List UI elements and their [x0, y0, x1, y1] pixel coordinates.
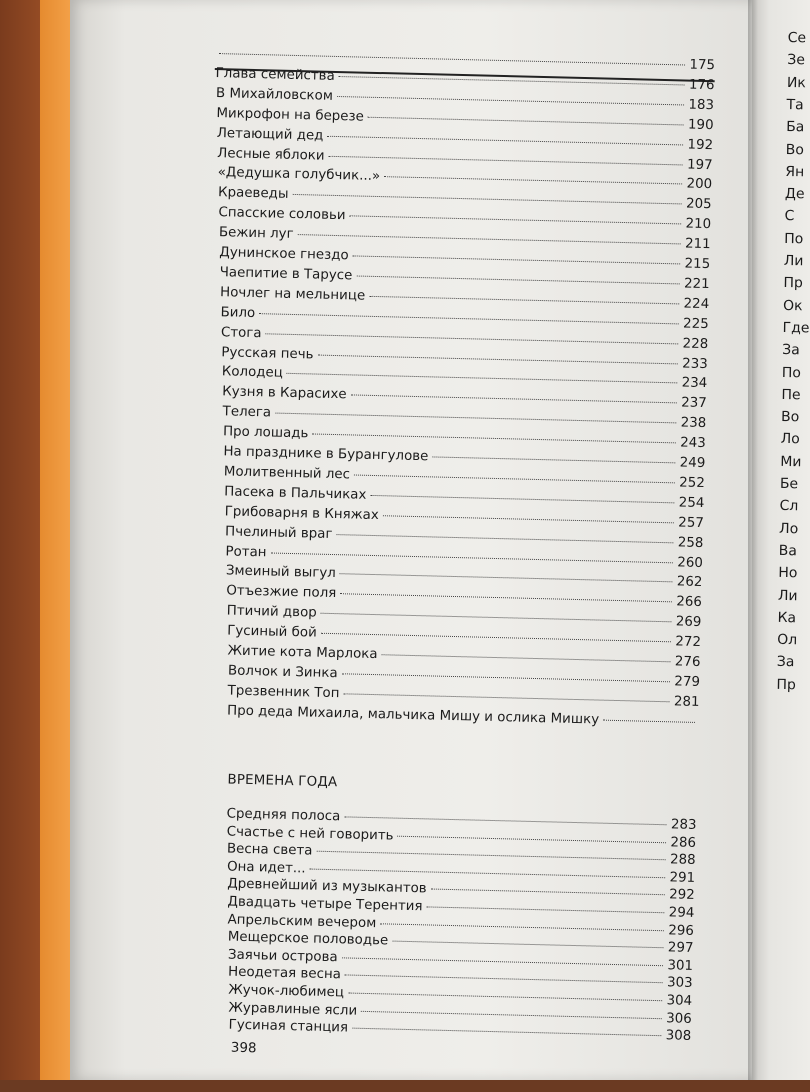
toc-entry-title: Ночлег на мельнице: [219, 284, 366, 304]
dot-leader: [266, 333, 679, 344]
toc-entry-page: 288: [669, 852, 696, 869]
dot-leader: [353, 255, 681, 264]
toc-entry-title: Пчелиный враг: [224, 523, 333, 542]
dot-leader: [392, 941, 664, 949]
right-page-line-fragment: Ба: [785, 119, 805, 136]
dot-leader: [352, 1028, 662, 1037]
toc-entry-title: Птичий двор: [226, 603, 317, 621]
toc-entry-page: 243: [680, 435, 706, 452]
toc-entry-page: 286: [670, 834, 697, 851]
toc-entry-page: 192: [687, 137, 714, 153]
dot-leader: [339, 76, 685, 85]
right-page-line-fragment: Ли: [777, 587, 798, 604]
right-page-line-fragment: Пр: [783, 275, 803, 292]
right-page-line-fragment: Во: [785, 141, 805, 158]
toc-entry-page: 234: [681, 375, 708, 392]
dot-leader: [292, 194, 682, 205]
toc-entry-page: 238: [680, 415, 707, 432]
dot-leader: [321, 613, 672, 623]
dot-leader: [368, 116, 684, 125]
toc-entry-title: В Михайловском: [215, 85, 334, 104]
toc-entry-page: 258: [677, 535, 704, 551]
right-page-line-fragment: Где: [782, 319, 810, 337]
right-page-line-fragment: За: [776, 654, 795, 671]
toc-entry-page: 176: [688, 77, 715, 94]
toc-entry-title: Гусиный бой: [226, 623, 317, 641]
toc-entry-page: 257: [678, 515, 705, 531]
dot-leader: [312, 434, 676, 444]
dot-leader: [384, 177, 682, 185]
toc-entry-page: 297: [667, 940, 694, 957]
toc-entry-title: Жучок-любимец: [228, 982, 345, 1001]
toc-entry-title: «Дедушка голубчик...»: [217, 165, 381, 185]
toc-entry-title: Русская печь: [221, 344, 314, 362]
toc-entry-title: Весна света: [226, 841, 313, 859]
toc-entry-title: Молитвенный лес: [223, 464, 351, 483]
toc-entry-title: Двадцать четыре Терентия: [227, 894, 423, 915]
toc-entry-page: 291: [669, 870, 696, 886]
dot-leader: [356, 275, 680, 284]
toc-entry-page: 254: [678, 495, 705, 511]
right-page-line-fragment: Но: [778, 565, 798, 582]
toc-entry-page: 190: [687, 117, 714, 133]
dot-leader: [383, 515, 675, 523]
dot-leader: [329, 155, 683, 165]
right-page-line-fragment: Ва: [778, 542, 798, 560]
dot-leader: [343, 693, 670, 702]
toc-entry-title: Змеиный выгул: [225, 563, 336, 582]
toc-entry-title: Чаепитие в Тарусе: [219, 265, 353, 284]
dot-leader: [426, 906, 664, 913]
right-page-line-fragment: С: [784, 208, 795, 225]
right-page-line-fragment: Ли: [783, 252, 804, 270]
toc-entry-title: Краеведы: [217, 185, 289, 203]
toc-entry-title: Заячьи острова: [227, 947, 338, 966]
toc-entry-page: 175: [689, 57, 716, 74]
toc-entry-page: 304: [666, 993, 693, 1009]
right-page-line-fragment: Де: [784, 186, 805, 203]
toc-entry-title: Отъезжие поля: [226, 583, 337, 602]
toc-entry-page: 200: [686, 176, 713, 193]
toc-entry-page: 301: [667, 958, 694, 974]
right-page-line-fragment: Ян: [785, 163, 805, 181]
toc-entry-page: 260: [677, 554, 704, 571]
toc-entry-title: Дунинское гнездо: [219, 245, 349, 264]
toc-entry-page: 292: [668, 887, 695, 904]
section-title: ВРЕМЕНА ГОДА: [227, 772, 338, 791]
dot-leader: [380, 923, 664, 931]
toc-entry-title: Бежин луг: [218, 225, 294, 243]
toc-entry-page: 269: [675, 614, 702, 631]
right-page-line-fragment: Во: [780, 409, 800, 426]
dot-leader: [340, 594, 672, 603]
toc-entry-page: 296: [668, 922, 695, 939]
dot-leader: [287, 373, 678, 384]
dot-leader: [275, 413, 677, 424]
toc-entry-title: Апрельским вечером: [227, 912, 377, 931]
dot-leader: [354, 474, 675, 483]
toc-entry-page: 262: [676, 574, 703, 591]
dot-leader: [336, 534, 673, 543]
dot-leader: [321, 633, 672, 643]
toc-entry-title: Летающий дед: [216, 125, 324, 144]
toc-entry-title: Журавлиные ясли: [228, 1000, 358, 1019]
dot-leader: [348, 993, 663, 1002]
toc-entry-title: На празднике в Бурангулове: [223, 444, 429, 465]
toc-entry-page: 197: [686, 157, 713, 173]
page-number: 398: [230, 1040, 257, 1057]
right-page-line-fragment: За: [782, 342, 800, 359]
toc-entry-title: Лесные яблоки: [217, 145, 325, 164]
toc-entry-title: Спасские соловьи: [218, 205, 346, 224]
toc-entry-page: 308: [665, 1028, 692, 1045]
toc-entry-title: Глава семейства: [215, 65, 335, 84]
toc-entry-page: 272: [675, 634, 702, 651]
dot-leader: [342, 673, 671, 682]
dot-leader: [432, 456, 675, 463]
toc-entry-page: 228: [682, 336, 709, 352]
toc-entry-title: Мещерское половодье: [227, 929, 389, 949]
dot-leader: [398, 835, 667, 843]
right-page-line-fragment: Пр: [776, 676, 796, 693]
right-page-line-fragment: Ми: [780, 453, 802, 470]
dot-leader: [345, 975, 663, 984]
toc-entry-page: 237: [681, 395, 707, 412]
toc-entry-title: Житие кота Марлока: [227, 643, 378, 663]
right-page-line-fragment: Се: [787, 29, 807, 47]
dot-leader: [431, 889, 666, 896]
right-page-line-fragment: Ка: [777, 609, 797, 627]
toc-entry-title: Стога: [220, 324, 262, 341]
toc-entry-page: 225: [682, 316, 709, 332]
toc-entry-page: 276: [674, 654, 701, 671]
dot-leader: [344, 816, 667, 825]
dot-leader: [327, 135, 683, 145]
dot-leader: [317, 354, 678, 364]
dot-leader: [298, 234, 682, 244]
toc-entry-page: 224: [683, 296, 710, 312]
toc-entry-page: 211: [684, 236, 711, 253]
toc-entry-page: 294: [668, 905, 695, 921]
toc-entry-page: 233: [682, 355, 708, 372]
dot-leader: [370, 495, 674, 503]
toc-entry-title: Трезвенник Топ: [227, 683, 340, 702]
right-page-line-fragment: Ок: [782, 297, 803, 314]
toc-entry-page: 221: [683, 276, 710, 293]
right-page-line-fragment: Ик: [786, 74, 806, 91]
right-page-line-fragment: Ол: [777, 632, 798, 649]
toc-entry-page: 279: [674, 674, 701, 690]
right-page-line-fragment: Ло: [780, 431, 800, 448]
dot-leader: [350, 216, 682, 225]
toc-entry-title: Про лошадь: [222, 424, 309, 442]
toc-entry-title: Колодец: [221, 364, 284, 382]
dot-leader: [271, 552, 674, 563]
toc-entry-page: 283: [670, 817, 697, 833]
toc-entry-title: Древнейший из музыкантов: [227, 876, 427, 897]
toc-entry-page: 215: [684, 256, 711, 273]
dot-leader: [259, 313, 679, 324]
dot-leader: [382, 654, 671, 662]
toc-entry-page: 252: [679, 475, 705, 491]
right-page-line-fragment: По: [784, 230, 804, 247]
toc-entry-title: Она идет...: [226, 859, 306, 877]
right-page-line-fragment: Та: [786, 96, 804, 114]
toc-entry-title: Ротан: [225, 543, 267, 560]
dot-leader: [316, 851, 666, 861]
toc-entry-page: 210: [685, 216, 712, 233]
toc-entry-title: Телега: [222, 404, 272, 421]
dot-leader: [351, 395, 678, 404]
book-gutter: [748, 0, 758, 1080]
toc-entry-page: 306: [665, 1010, 692, 1027]
toc-entry-title: Волчок и Зинка: [227, 663, 338, 682]
toc-entry-page: 205: [685, 196, 712, 213]
toc-entry-title: Счастье с ней говорить: [226, 824, 394, 844]
dot-leader: [361, 1010, 662, 1018]
toc-entry-page: 266: [676, 594, 703, 611]
toc-entry-page: 249: [679, 455, 706, 472]
right-page-line-fragment: По: [781, 364, 802, 381]
right-page-line-fragment: Зе: [787, 52, 806, 69]
toc-entry-title: Гусиная станция: [228, 1017, 349, 1036]
dot-leader: [603, 719, 695, 722]
dot-leader: [337, 96, 685, 105]
toc-entry-title: Кузня в Карасихе: [222, 384, 347, 403]
toc-entry-title: Про деда Михаила, мальчика Мишу и ослика Мишку: [226, 703, 600, 728]
toc-entry-title: Пасека в Пальчиках: [224, 484, 367, 503]
right-page-line-fragment: Бе: [779, 475, 799, 493]
toc-entry-title: Средняя полоса: [226, 806, 341, 825]
right-page-line-fragment: Пе: [781, 386, 801, 404]
toc-entry-page: 281: [673, 694, 700, 710]
right-page-line-fragment: Сл: [779, 498, 799, 515]
toc-entry-title: Микрофон на березе: [216, 105, 365, 125]
toc-entry-page: 303: [666, 975, 693, 992]
toc-entry-page: 183: [688, 97, 715, 113]
toc-entry-title: Грибоварня в Княжах: [224, 504, 379, 523]
dot-leader: [340, 574, 673, 583]
dot-leader: [310, 868, 666, 878]
dot-leader: [369, 296, 679, 305]
toc-entry-title: Било: [220, 304, 256, 321]
table-of-contents: [190, 20, 716, 1092]
dot-leader: [342, 957, 664, 966]
right-page-line-fragment: Ло: [778, 520, 799, 537]
dot-leader: [219, 53, 685, 65]
toc-entry-title: Неодетая весна: [227, 964, 342, 983]
